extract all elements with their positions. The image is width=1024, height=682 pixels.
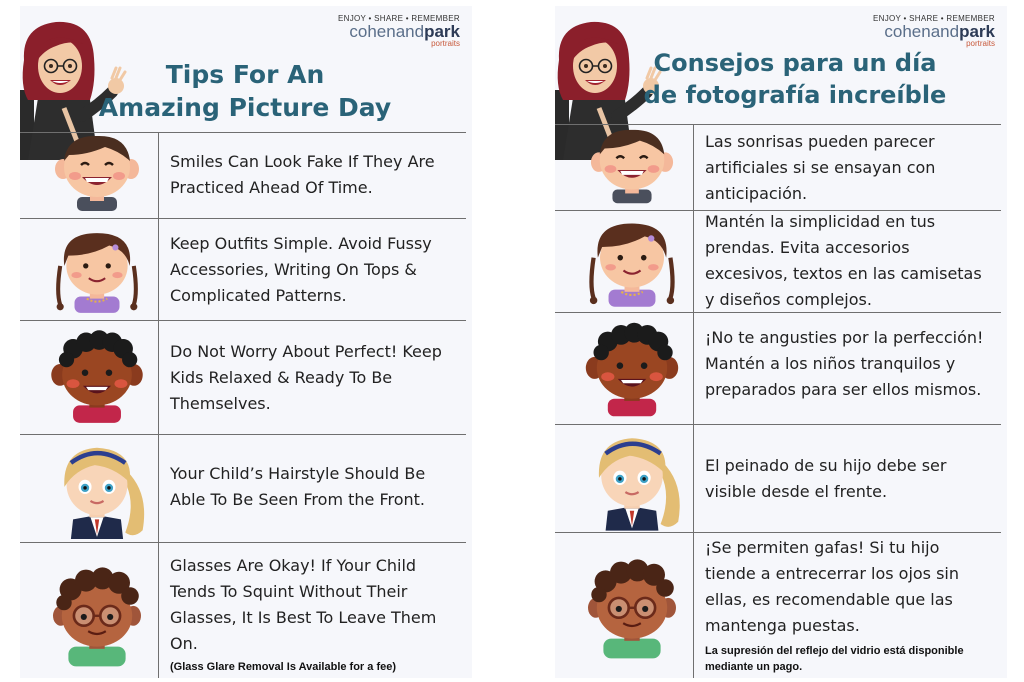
column-divider	[693, 125, 694, 211]
tip-row	[20, 542, 466, 678]
tip-footnote: La supresión del reflejo del vidrio está disponible mediante un pago.	[705, 645, 964, 673]
tip-text: Your Child’s Hairstyle Should Be Able To Be Seen From the Front.	[170, 464, 426, 509]
column-divider	[693, 425, 694, 533]
column-divider	[158, 219, 159, 321]
boy-with-glasses-icon	[577, 555, 687, 665]
brand-name: cohenandpark	[884, 22, 995, 41]
column-divider	[158, 321, 159, 435]
tip-row	[555, 532, 1001, 678]
smiling-boy-icon	[577, 125, 687, 213]
girl-with-pigtails-icon	[577, 215, 687, 311]
tip-text: Glasses Are Okay! If Your Child Tends To Squint Without Their Glasses, It Is Best To Leave Them On.	[170, 556, 437, 653]
brand-tagline: ENJOY • SHARE • REMEMBER	[872, 14, 995, 23]
title-line-1: Tips For An	[165, 60, 325, 89]
tip-text: ¡No te angusties por la perfección! Mantén a los niños tranquilos y preparados para ser ellos mismos.	[705, 328, 984, 399]
column-divider	[158, 133, 159, 219]
tip-footnote: (Glass Glare Removal Is Available for a fee)	[170, 661, 397, 673]
english-tips-panel	[20, 6, 472, 678]
curly-hair-boy-icon	[42, 327, 152, 425]
tip-row	[20, 320, 466, 435]
spanish-tips-panel	[555, 6, 1007, 678]
tip-row	[555, 124, 1001, 211]
tip-text: ¡Se permiten gafas! Si tu hijo tiende a entrecerrar los ojos sin ellas, es recomendable que las mantenga puestas.	[705, 538, 960, 635]
page-title	[80, 58, 410, 124]
tip-text: Keep Outfits Simple. Avoid Fussy Accessories, Writing On Tops & Complicated Patterns.	[170, 234, 432, 305]
column-divider	[158, 435, 159, 543]
smiling-boy-icon	[42, 131, 152, 221]
brand-name: cohenandpark	[349, 22, 460, 41]
tip-row	[20, 132, 466, 219]
title-line-1: Consejos para un día	[653, 49, 937, 77]
title-line-2: Amazing Picture Day	[98, 93, 392, 122]
brand-logo	[338, 14, 460, 48]
brand-logo	[873, 14, 995, 48]
tip-row	[555, 424, 1001, 533]
tip-text: El peinado de su hijo debe ser visible desde el frente.	[705, 456, 947, 501]
tip-text: Do Not Worry About Perfect! Keep Kids Relaxed & Ready To Be Themselves.	[170, 342, 442, 413]
page-title	[625, 48, 965, 111]
blonde-girl-uniform-icon	[577, 429, 687, 531]
tip-row	[20, 218, 466, 321]
brand-tagline: ENJOY • SHARE • REMEMBER	[337, 14, 460, 23]
brand-sub: portraits	[966, 39, 995, 48]
girl-with-pigtails-icon	[42, 225, 152, 317]
tip-text: Smiles Can Look Fake If They Are Practiced Ahead Of Time.	[170, 152, 435, 197]
tip-row	[555, 312, 1001, 425]
brand-sub: portraits	[431, 39, 460, 48]
tip-text: Las sonrisas pueden parecer artificiales si se ensayan con anticipación.	[705, 132, 936, 203]
tip-text: Mantén la simplicidad en tus prendas. Evita accesorios excesivos, textos en las camisetas y diseños complejos.	[705, 212, 982, 309]
tip-row	[555, 210, 1001, 313]
blonde-girl-uniform-icon	[42, 439, 152, 539]
column-divider	[693, 211, 694, 313]
column-divider	[158, 543, 159, 678]
title-line-2: de fotografía increíble	[643, 80, 947, 109]
boy-with-glasses-icon	[42, 565, 152, 671]
column-divider	[693, 533, 694, 678]
tip-row	[20, 434, 466, 543]
column-divider	[693, 313, 694, 425]
curly-hair-boy-icon	[577, 319, 687, 419]
